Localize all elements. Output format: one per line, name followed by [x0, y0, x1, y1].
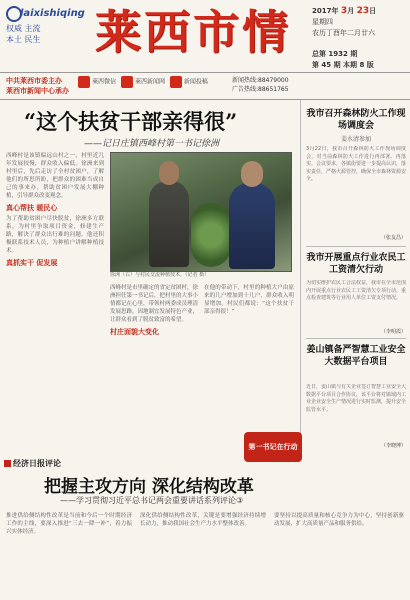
- logo-text: laixishiqing: [20, 8, 85, 19]
- logo-slogan: [6, 23, 78, 45]
- date-month: 3: [340, 6, 348, 16]
- date-day-suffix: 日: [369, 7, 377, 15]
- rule: [306, 338, 406, 339]
- feature-col-3: [204, 284, 294, 428]
- col1-heading-2: 真抓实干 促发展: [6, 259, 58, 267]
- slogan-line-2: 本土 民生: [6, 35, 41, 44]
- column-divider: [300, 100, 301, 440]
- publisher-line-2: 莱西市新闻中心承办: [6, 87, 69, 95]
- date-year-suffix: 年: [331, 7, 339, 15]
- commentary-tag: [4, 458, 61, 469]
- issue-total: 总第 1932 期: [312, 50, 358, 58]
- phone-news: 新闻热线:88479000: [232, 77, 289, 84]
- feature-col-2: [110, 284, 198, 444]
- col1-text-2: 为了帮助贫困户尽快脱贫，徐洲多方联系，为村里争取项目资金，修建生产路，解决了群众出行难的问题。他还积极联系技术人员，为种植户讲解种植技术。: [6, 216, 104, 254]
- qr-icon: [170, 76, 182, 88]
- news3-author: （李晓博）: [380, 443, 406, 449]
- photo-caption: 徐洲（右）与村民交流种植技术。（记者 摄）: [110, 272, 210, 278]
- lunar-date: 农历丁酉年二月廿六: [312, 29, 375, 37]
- badge-row: [78, 76, 211, 96]
- rule: [306, 246, 406, 247]
- news1-body: 3月22日，我市召开森林防火工作现场调度会，对当前森林防火工作进行再部署、再落实。会议要求，各镇街要进一步提高认识，落实责任，严格火源管控，确保全市森林资源安全。: [306, 146, 406, 182]
- photo-person-left: [149, 181, 189, 267]
- col3-text: 在他的带动下，村里的种植大户由原来的几户增加到十几户，群众收入明显增加。村民们都说：“这个扶贫干部亲得很！”: [204, 285, 294, 315]
- feature-col-1: [6, 152, 104, 450]
- badge-wechat[interactable]: [78, 76, 116, 88]
- qr-icon: [121, 76, 133, 88]
- news3-title[interactable]: 姜山镇备严智慧工业安全大数据平台项目: [306, 345, 406, 367]
- badge-label: 莱西新闻网: [134, 78, 165, 86]
- feature-subhead: ——记日庄镇西峰村第一书记徐洲: [84, 139, 220, 149]
- phone-lines: [232, 76, 289, 94]
- col1-text: 西峰村是该镇偏远山村之一，村里近几年发展较慢，群众收入偏低。徐洲来到村里后，先后走访了全村贫困户，了解他们的所思所盼，把群众的困难当成自己的事来办，帮助贫困户发展大棚种植，引导群众改变观念。: [6, 153, 104, 199]
- issue-week: 第 45 期 本期 8 版: [312, 61, 374, 69]
- news1-author: （张友昌）: [380, 235, 406, 241]
- commentary-col-1: 推进供给侧结构性改革是当前和今后一个时期经济工作的主线，要深入推进“三去一降一补”，着力振兴实体经济。: [6, 513, 132, 535]
- col1-heading: 真心帮扶 暖民心: [6, 204, 58, 212]
- photo-person-right: [229, 183, 275, 269]
- tag-bullet-icon: [4, 460, 11, 467]
- campaign-stamp: 第一书记在行动: [244, 432, 302, 462]
- date-month-suffix: 月: [347, 7, 355, 15]
- news2-body: 为切实维护农民工合法权益，我市在全市范围内开展重点行业农民工工资清欠专项行动，重点检查建筑等行业用人单位工资支付情况。: [306, 280, 406, 301]
- commentary-tag-label: 经济日报评论: [13, 459, 61, 468]
- badge-news-site[interactable]: [121, 76, 165, 88]
- commentary-subhead: ——学习贯彻习近平总书记两会重要讲话系列评论③: [60, 496, 244, 505]
- news2-author: （李明霞）: [380, 329, 406, 335]
- commentary-headline[interactable]: 把握主攻方向 深化结构改革: [44, 477, 254, 497]
- badge-label: 莱西微信: [92, 78, 117, 86]
- qr-icon: [78, 76, 90, 88]
- paper-title: 莱西市情: [95, 5, 291, 59]
- feature-headline[interactable]: “这个扶贫干部亲得很”: [24, 109, 238, 134]
- date-day: 23: [356, 6, 370, 16]
- weekday: 星期四: [312, 18, 333, 26]
- news3-body: 近日，姜山镇与有关企业签订智慧工业安全大数据平台项目合作协议，该平台将对镇域内工业企业安全生产情况进行实时监测，提升安全监管水平。: [306, 384, 406, 413]
- date-year: 2017: [312, 7, 332, 15]
- commentary-col-2: 深化供给侧结构性改革，关键是要增强经济持续增长动力，推动我国社会生产力水平整体改善。: [140, 513, 266, 527]
- badge-submit[interactable]: [170, 76, 208, 88]
- commentary-col-3: 要坚持以提高质量和核心竞争力为中心，坚持创新驱动发展，扩大高质量产品和服务供给。: [274, 513, 404, 527]
- photo-plant: [191, 203, 231, 267]
- masthead: [0, 0, 410, 70]
- publisher: [6, 76, 69, 96]
- badge-label: 新闻投稿: [183, 78, 208, 86]
- feature-photo: [110, 152, 292, 272]
- col2-heading: 村庄面貌大变化: [110, 328, 159, 336]
- news1-sub: 姜水清参加: [340, 136, 371, 143]
- slogan-line-1: 权威 主流: [6, 24, 41, 33]
- logo-icon: [6, 6, 22, 22]
- news1-title[interactable]: 我市召开森林防火工作现场调度会: [306, 109, 406, 131]
- phone-ad: 广告热线:88651765: [232, 86, 289, 93]
- date-line: [312, 6, 406, 17]
- date-block: [312, 6, 406, 71]
- col2-text: 西峰村是市里确定的省定贫困村，徐洲担任第一书记后，把村里的大事小情都记在心里，带领村两委成员理清发展思路，因地制宜发展特色产业，让群众看到了脱贫致富的希望。: [110, 285, 198, 323]
- info-bar: [0, 72, 410, 100]
- logo-block: [6, 8, 85, 45]
- news2-title[interactable]: 我市开展重点行业农民工工资清欠行动: [306, 253, 406, 275]
- publisher-line-1: 中共莱西市委主办: [6, 77, 62, 85]
